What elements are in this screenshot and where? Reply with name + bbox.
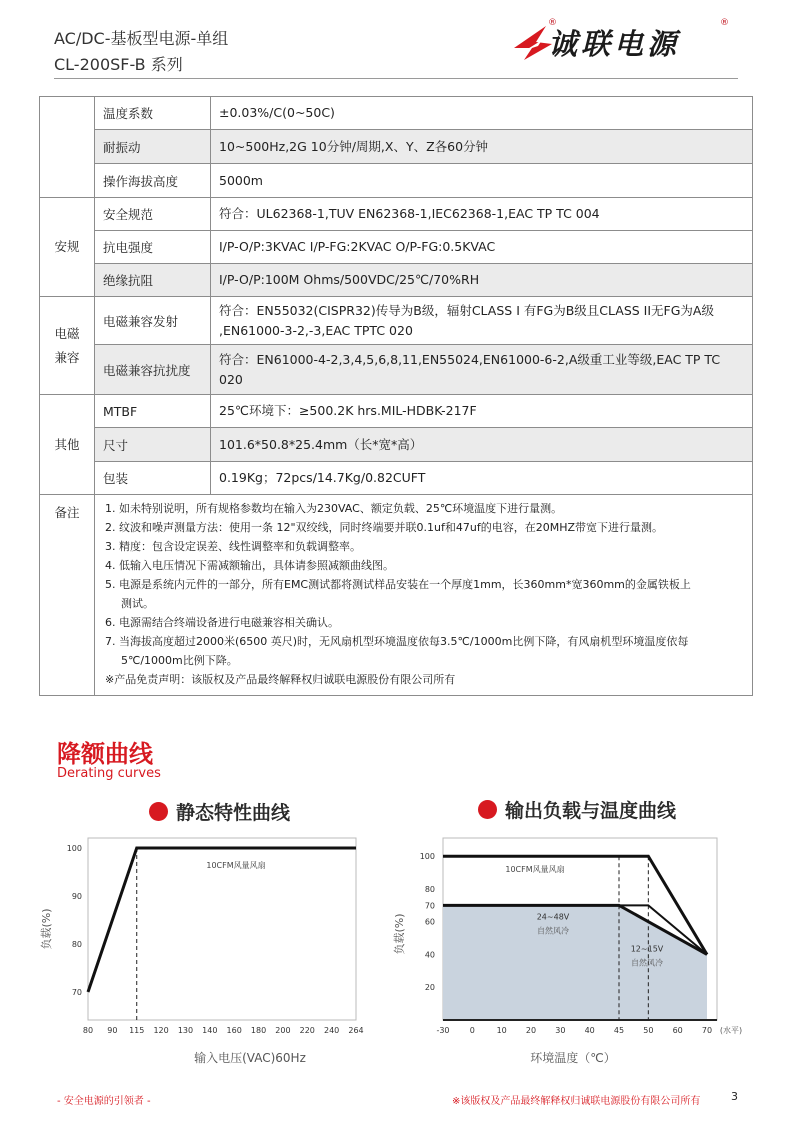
x-tick-label: 30 (555, 1026, 566, 1035)
value-line: 符合：EN61000-4-2,3,4,5,6,8,11,EN55024,EN61000-6-2,A级重工业等级,EAC TP TC (219, 351, 721, 367)
x-tick-label: 140 (202, 1026, 218, 1035)
item-cell: 抗电强度 (95, 231, 211, 264)
value-line: 020 (219, 371, 243, 387)
x-tick-label: 80 (82, 1026, 94, 1035)
x-tick-label: 180 (250, 1026, 267, 1035)
item-cell: 包装 (95, 462, 211, 495)
chart1-heading-text: 静态特性曲线 (176, 802, 291, 824)
notes-cell (95, 495, 753, 696)
category-cell (40, 297, 95, 395)
bullet-icon (149, 802, 168, 821)
table-row (40, 297, 753, 345)
note: 5℃/1000m比例下降。 (121, 654, 238, 667)
x-tick-label: 0 (469, 1026, 475, 1035)
y-axis-label: 负载(%) (393, 913, 406, 955)
category-cell (40, 97, 95, 198)
series-label: 10CFM风量风扇 (505, 865, 565, 875)
chart1-heading (149, 798, 290, 825)
document-subtitle: CL-200SF-B 系列 (54, 55, 183, 74)
x-tick-label: 264 (348, 1026, 364, 1035)
footer-slogan: - 安全电源的引领者 - (57, 1096, 151, 1107)
y-tick-label: 80 (71, 940, 82, 949)
item-cell: 电磁兼容抗扰度 (95, 345, 211, 395)
item-cell: 耐振动 (95, 130, 211, 164)
notes-label: 备注 (40, 495, 95, 696)
y-tick-label: 80 (424, 884, 435, 894)
item-cell: 尺寸 (95, 428, 211, 462)
series-label: 自然风冷 (631, 958, 663, 968)
x-tick-label: 45 (613, 1026, 625, 1035)
value-cell (211, 345, 753, 395)
item-cell: 操作海拔高度 (95, 164, 211, 198)
value-cell: I/P-O/P:3KVAC I/P-FG:2KVAC O/P-FG:0.5KVAC (211, 231, 753, 264)
x-tick-label: 160 (226, 1026, 242, 1035)
table-row (40, 97, 753, 130)
y-tick-label: 70 (71, 988, 82, 997)
value-cell: ±0.03%/C(0~50C) (211, 97, 753, 130)
table-row (40, 428, 753, 462)
registered-mark: ® (548, 18, 557, 28)
note: 4. 低输入电压情况下需减额输出，具体请参照减额曲线图。 (105, 559, 394, 572)
notes-row (40, 495, 753, 696)
registered-mark: ® (720, 18, 729, 28)
value-cell: 101.6*50.8*25.4mm（长*宽*高） (211, 428, 753, 462)
y-tick-label: 60 (424, 917, 435, 927)
header-divider (54, 78, 738, 79)
footer-copyright: ※该版权及产品最终解释权归诚联电源股份有限公司所有 (452, 1096, 701, 1107)
series-label: 自然风冷 (537, 926, 569, 936)
x-tick-label: 50 (643, 1026, 654, 1035)
static-characteristic-chart (40, 830, 370, 1075)
value-cell: 5000m (211, 164, 753, 198)
note: 测试。 (121, 597, 154, 610)
x-tick-label: 40 (584, 1026, 595, 1035)
x-tick-label: 240 (323, 1026, 340, 1035)
x-tick-label: 70 (701, 1026, 713, 1035)
note: 2. 纹波和噪声测量方法：使用一条 12"双绞线，同时终端要并联0.1uf和47uf的电容，在20MHZ带宽下进行量测。 (105, 521, 664, 534)
x-tick-label: 120 (153, 1026, 169, 1035)
load-temperature-chart (385, 830, 755, 1075)
note: 7. 当海拔高度超过2000米(6500 英尺)时，无风扇机型环境温度依每3.5℃/1000m比例下降，有风扇机型环境温度依每 (105, 635, 689, 648)
table-row (40, 395, 753, 428)
x-tick-label: 115 (129, 1026, 145, 1035)
series-label: 10CFM风量风扇 (206, 861, 266, 870)
x-tick-label: -30 (436, 1026, 450, 1035)
x-tick-label: 60 (672, 1026, 683, 1035)
x-tick-label: 220 (299, 1026, 315, 1035)
item-cell: 电磁兼容发射 (95, 297, 211, 345)
bullet-icon (478, 800, 497, 819)
note: 1. 如未特别说明，所有规格参数均在输入为230VAC、额定负载、25℃环境温度下进行量测。 (105, 502, 563, 515)
y-tick-label: 100 (419, 852, 435, 862)
table-row (40, 198, 753, 231)
note: 3. 精度：包含设定误差、线性调整率和负载调整率。 (105, 540, 361, 553)
x-unit-label: (水平) (719, 1026, 743, 1035)
document-title: AC/DC-基板型电源-单组 (54, 29, 229, 48)
y-axis-label: 负载(%) (40, 908, 53, 950)
y-tick-label: 90 (71, 892, 82, 901)
table-row (40, 130, 753, 164)
value-cell: I/P-O/P:100M Ohms/500VDC/25℃/70%RH (211, 264, 753, 297)
section-subtitle: Derating curves (57, 766, 161, 781)
x-tick-label: 200 (275, 1026, 291, 1035)
y-tick-label: 40 (424, 950, 435, 960)
item-cell: 温度系数 (95, 97, 211, 130)
y-tick-label: 70 (424, 901, 435, 911)
y-tick-label: 20 (424, 983, 435, 993)
item-cell: 绝缘抗阻 (95, 264, 211, 297)
value-cell (211, 297, 753, 345)
value-cell: 25℃环境下：≥500.2K hrs.MIL-HDBK-217F (211, 395, 753, 428)
item-cell: 安全规范 (95, 198, 211, 231)
value-cell: 符合：UL62368-1,TUV EN62368-1,IEC62368-1,EAC TP TC 004 (211, 198, 753, 231)
series-label: 12~15V (630, 944, 664, 954)
chart2-heading (478, 796, 676, 823)
series-label: 24~48V (536, 912, 570, 922)
table-row (40, 231, 753, 264)
y-tick-label: 100 (66, 844, 82, 853)
value-cell: 0.19Kg；72pcs/14.7Kg/0.82CUFT (211, 462, 753, 495)
note: 5. 电源是系统内元件的一部分，所有EMC测试都将测试样品安装在一个厚度1mm，长360mm*宽360mm的金属铁板上 (105, 578, 691, 591)
x-tick-label: 90 (107, 1026, 118, 1035)
note: 6. 电源需结合终端设备进行电磁兼容相关确认。 (105, 616, 339, 629)
category-cell: 安规 (40, 198, 95, 297)
table-row (40, 462, 753, 495)
table-row (40, 345, 753, 395)
x-tick-label: 20 (525, 1026, 537, 1035)
page-number: 3 (731, 1090, 738, 1103)
table-row (40, 164, 753, 198)
table-row (40, 264, 753, 297)
value-line: ,EN61000-3-2,-3,EAC TPTC 020 (219, 322, 413, 338)
x-axis-label: 输入电压(VAC)60Hz (194, 1051, 306, 1065)
section-title: 降额曲线 (57, 740, 153, 768)
chart2-heading-text: 输出负载与温度曲线 (505, 800, 677, 822)
x-tick-label: 130 (177, 1026, 194, 1035)
item-cell: MTBF (95, 395, 211, 428)
value-line: 符合：EN55032(CISPR32)传导为B级，辐射CLASS I 有FG为B级且CLASS II无FG为A级 (219, 302, 714, 318)
value-cell: 10~500Hz,2G 10分钟/周期,X、Y、Z各60分钟 (211, 130, 753, 164)
x-axis-label: 环境温度（℃） (530, 1051, 616, 1065)
category-label: 电磁兼容 (54, 325, 80, 365)
logo-text: 诚联电源 (548, 27, 681, 61)
x-tick-label: 10 (496, 1026, 507, 1035)
spec-table (39, 96, 753, 696)
category-cell: 其他 (40, 395, 95, 495)
disclaimer: ※产品免责声明：该版权及产品最终解释权归诚联电源股份有限公司所有 (105, 673, 456, 686)
